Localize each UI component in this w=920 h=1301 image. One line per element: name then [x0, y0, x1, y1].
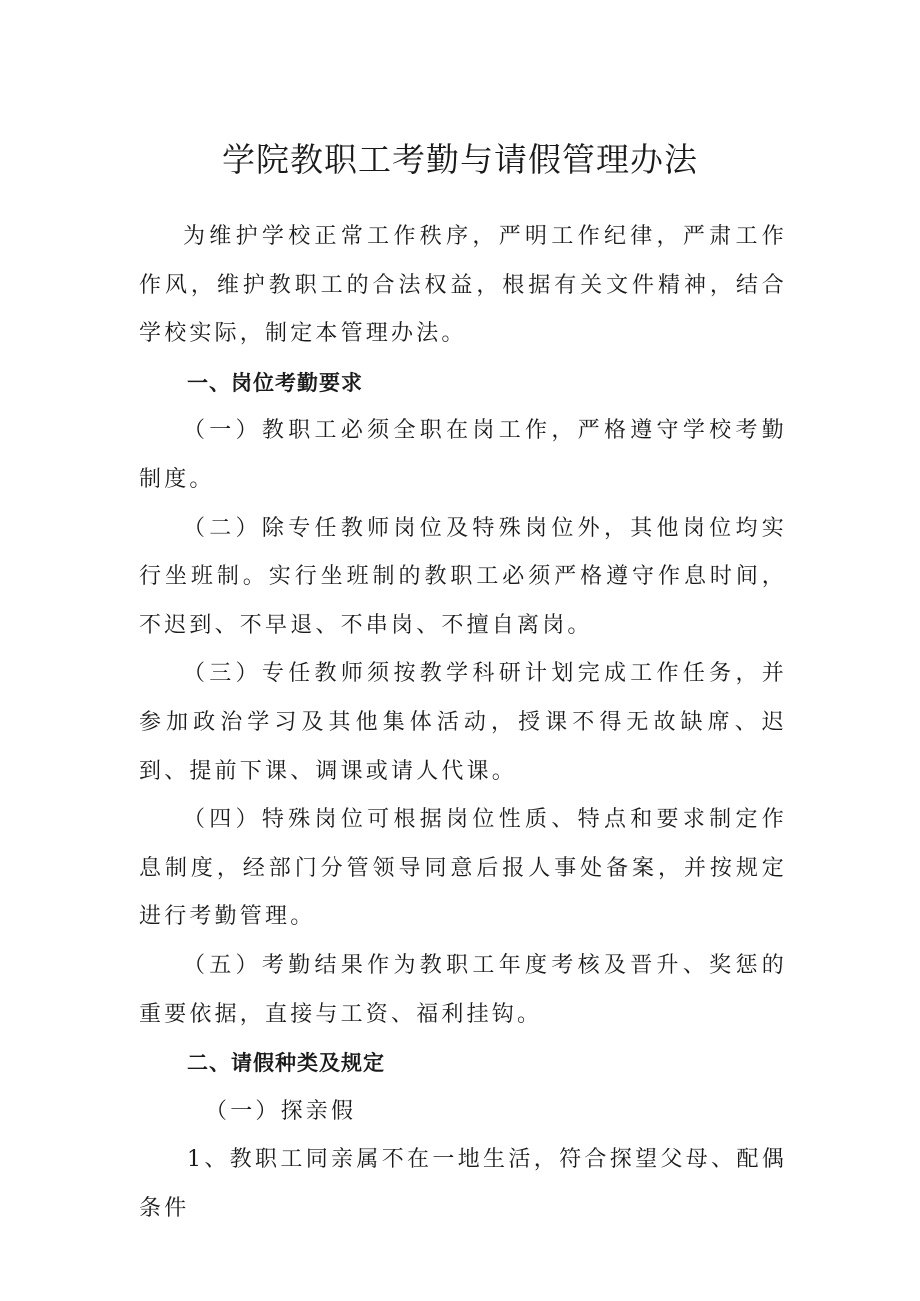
section1-item-5: （五）考勤结果作为教职工年度考核及晋升、奖惩的重要依据，直接与工资、福利挂钩。 — [139, 952, 787, 1027]
section1-item-1: （一）教职工必须全职在岗工作，严格遵守学校考勤制度。 — [139, 418, 787, 492]
page-title: 学院教职工考勤与请假管理办法 — [222, 140, 698, 179]
section2-subheading-1: （一）探亲假 — [205, 1098, 357, 1124]
section2-item-1: 1、教职工同亲属不在一地生活，符合探望父母、配偶条件 — [139, 1147, 787, 1221]
document-body — [139, 213, 787, 1233]
section1-item-2: （二）除专任教师岗位及特殊岗位外，其他岗位均实行坐班制。实行坐班制的教职工必须严格遵守作息时间，不迟到、不早退、不串岗、不擅自离岗。 — [139, 515, 787, 638]
section1-item-4: （四）特殊岗位可根据岗位性质、特点和要求制定作息制度，经部门分管领导同意后报人事处备案，并按规定进行考勤管理。 — [139, 807, 787, 930]
section-heading-2: 二、请假种类及规定 — [187, 1051, 385, 1076]
section1-item-3: （三）专任教师须按教学科研计划完成工作任务，并参加政治学习及其他集体活动，授课不得无故缺席、迟到、提前下课、调课或请人代课。 — [139, 661, 787, 784]
section-heading-1: 一、岗位考勤要求 — [187, 370, 363, 395]
intro-paragraph: 为维护学校正常工作秩序，严明工作纪律，严肃工作作风，维护教职工的合法权益，根据有关文件精神，结合学校实际，制定本管理办法。 — [139, 224, 787, 347]
